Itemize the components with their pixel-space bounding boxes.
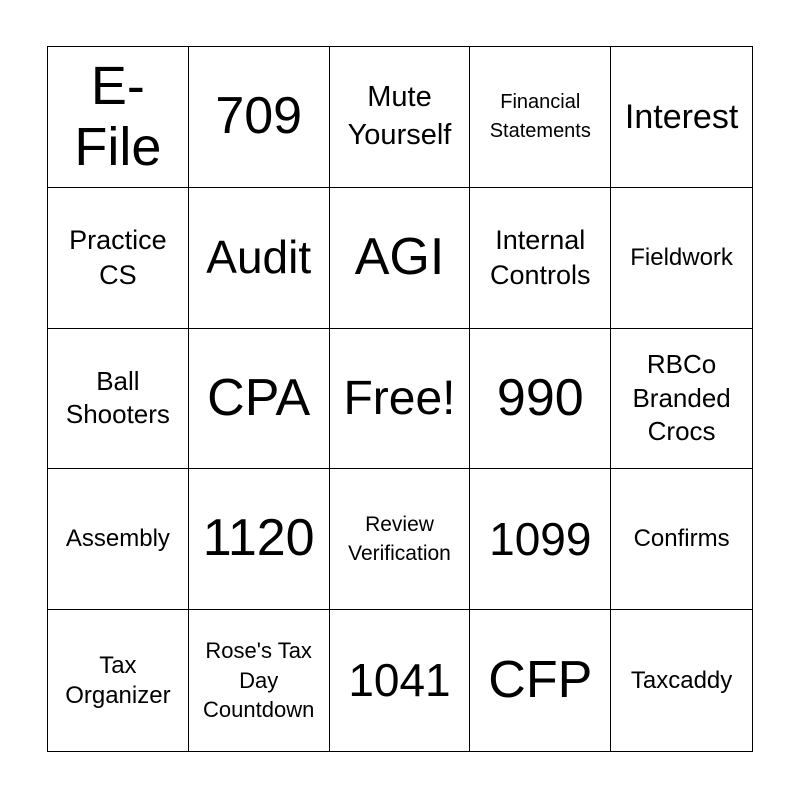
- bingo-cell-9[interactable]: [470, 188, 611, 329]
- cell-label: 1120: [202, 509, 315, 568]
- bingo-cell-8[interactable]: [330, 188, 471, 329]
- bingo-cell-5[interactable]: [611, 47, 752, 188]
- cell-label: Mute Yourself: [347, 81, 452, 151]
- cell-label: 1099: [489, 512, 592, 565]
- bingo-cell-23[interactable]: [330, 610, 471, 751]
- bingo-cell-14[interactable]: [470, 329, 611, 470]
- cell-label: Tax Organizer: [65, 651, 171, 709]
- cell-label: Rose's Tax Day Countdown: [203, 638, 315, 723]
- bingo-cell-11[interactable]: [48, 329, 189, 470]
- bingo-cell-10[interactable]: [611, 188, 752, 329]
- bingo-cell-4[interactable]: [470, 47, 611, 188]
- bingo-cell-18[interactable]: [330, 469, 471, 610]
- bingo-cell-6[interactable]: [48, 188, 189, 329]
- cell-label: AGI: [354, 227, 445, 286]
- cell-label: Audit: [206, 231, 312, 284]
- cell-label: RBCo Branded Crocs: [632, 348, 731, 447]
- bingo-cell-17[interactable]: [189, 469, 330, 610]
- bingo-board: [47, 46, 753, 752]
- cell-label: Financial Statements: [489, 90, 591, 142]
- bingo-cell-16[interactable]: [48, 469, 189, 610]
- cell-label: 1041: [348, 654, 451, 707]
- cell-label: Fieldwork: [630, 243, 733, 271]
- bingo-cell-12[interactable]: [189, 329, 330, 470]
- cell-label: 990: [496, 368, 584, 427]
- bingo-cell-20[interactable]: [611, 469, 752, 610]
- cell-label: 709: [215, 87, 303, 145]
- bingo-cell-24[interactable]: [470, 610, 611, 751]
- cell-label: Confirms: [633, 525, 730, 553]
- cell-label: Free!: [343, 371, 456, 425]
- cell-label: Ball Shooters: [65, 365, 170, 430]
- bingo-cell-22[interactable]: [189, 610, 330, 751]
- bingo-cell-1[interactable]: [48, 47, 189, 188]
- bingo-cell-2[interactable]: [189, 47, 330, 188]
- cell-label: CPA: [207, 368, 311, 427]
- bingo-cell-15[interactable]: [611, 329, 752, 470]
- bingo-cell-21[interactable]: [48, 610, 189, 751]
- cell-label: Practice CS: [69, 224, 167, 290]
- cell-label: Interest: [624, 97, 739, 136]
- bingo-cell-7[interactable]: [189, 188, 330, 329]
- cell-label: Internal Controls: [490, 224, 591, 290]
- bingo-cell-25[interactable]: [611, 610, 752, 751]
- cell-label: CFP: [488, 650, 593, 709]
- cell-label: E- File: [74, 56, 162, 177]
- cell-label: Assembly: [65, 525, 170, 553]
- bingo-cell-free[interactable]: [330, 329, 471, 470]
- bingo-cell-19[interactable]: [470, 469, 611, 610]
- cell-label: Taxcaddy: [630, 666, 733, 694]
- bingo-cell-3[interactable]: [330, 47, 471, 188]
- cell-label: Review Verification: [348, 512, 451, 566]
